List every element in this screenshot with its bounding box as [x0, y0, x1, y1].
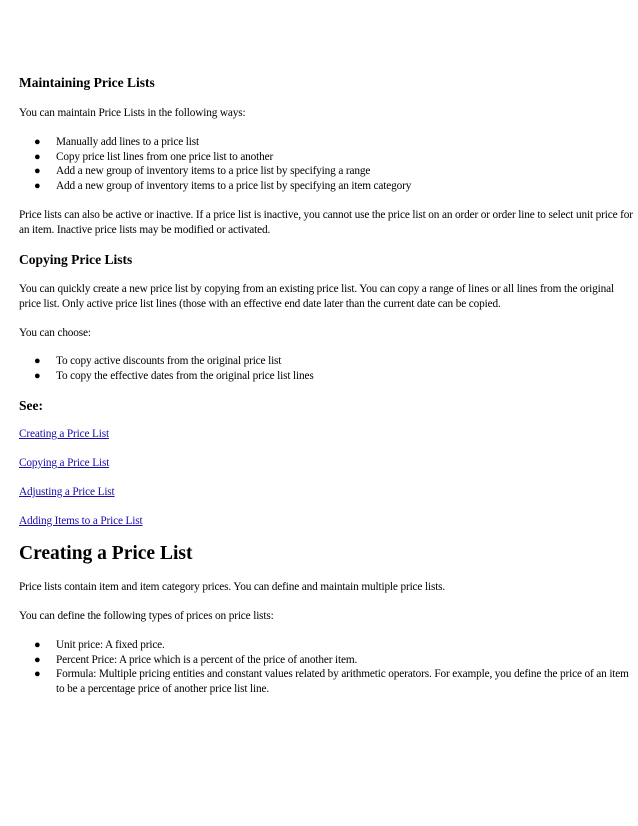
bullet-icon: ●	[34, 639, 41, 651]
bullet-icon: ●	[34, 370, 41, 382]
bullet-icon: ●	[34, 151, 41, 163]
maintaining-intro: You can maintain Price Lists in the following ways:	[19, 107, 246, 119]
copying-paragraph: You can quickly create a new price list by copying from an existing price list. You can copy a range of lines or all lines from the original price list. Only active price list lines (those with an effective end date later than the current date can be copied.	[19, 283, 614, 310]
maintaining-paragraph: Price lists can also be active or inactive. If a price list is inactive, you cannot use the price list on an order or order line to select unit price for an item. Inactive price lists may be modified or activated.	[19, 209, 633, 236]
copying-choose: You can choose:	[19, 327, 91, 339]
list-item: ● To copy active discounts from the original price list	[34, 355, 282, 367]
maintaining-heading: Maintaining Price Lists	[19, 75, 155, 90]
link-copying-price-list[interactable]: Copying a Price List	[19, 457, 110, 469]
bullet-icon: ●	[34, 165, 41, 177]
creating-heading: Creating a Price List	[19, 543, 193, 564]
bullet-icon: ●	[34, 180, 41, 192]
bullet-icon: ●	[34, 355, 41, 367]
list-item: ● Formula: Multiple pricing entities and constant values related by arithmetic operators. For example, you define the price of an item to be a percentage price of another price list line.	[34, 668, 629, 695]
bullet-icon: ●	[34, 654, 41, 666]
link-creating-price-list[interactable]: Creating a Price List	[19, 428, 110, 440]
list-item: ● Percent Price: A price which is a percent of the price of another item.	[34, 654, 358, 666]
list-item: ● To copy the effective dates from the original price list lines	[34, 370, 314, 382]
list-item: ● Manually add lines to a price list	[34, 136, 199, 148]
copying-heading: Copying Price Lists	[19, 252, 133, 267]
bullet-icon: ●	[34, 668, 41, 680]
see-heading: See:	[19, 398, 43, 413]
list-item: ● Unit price: A fixed price.	[34, 639, 165, 651]
creating-paragraph-1: Price lists contain item and item category prices. You can define and maintain multiple price lists.	[19, 581, 446, 593]
link-adjusting-price-list[interactable]: Adjusting a Price List	[19, 486, 115, 498]
list-item: ● Copy price list lines from one price list to another	[34, 151, 274, 163]
bullet-icon: ●	[34, 136, 41, 148]
list-item: ● Add a new group of inventory items to a price list by specifying an item category	[34, 180, 412, 192]
link-adding-items-price-list[interactable]: Adding Items to a Price List	[19, 515, 143, 527]
list-item: ● Add a new group of inventory items to a price list by specifying a range	[34, 165, 371, 177]
creating-paragraph-2: You can define the following types of prices on price lists:	[19, 610, 274, 622]
